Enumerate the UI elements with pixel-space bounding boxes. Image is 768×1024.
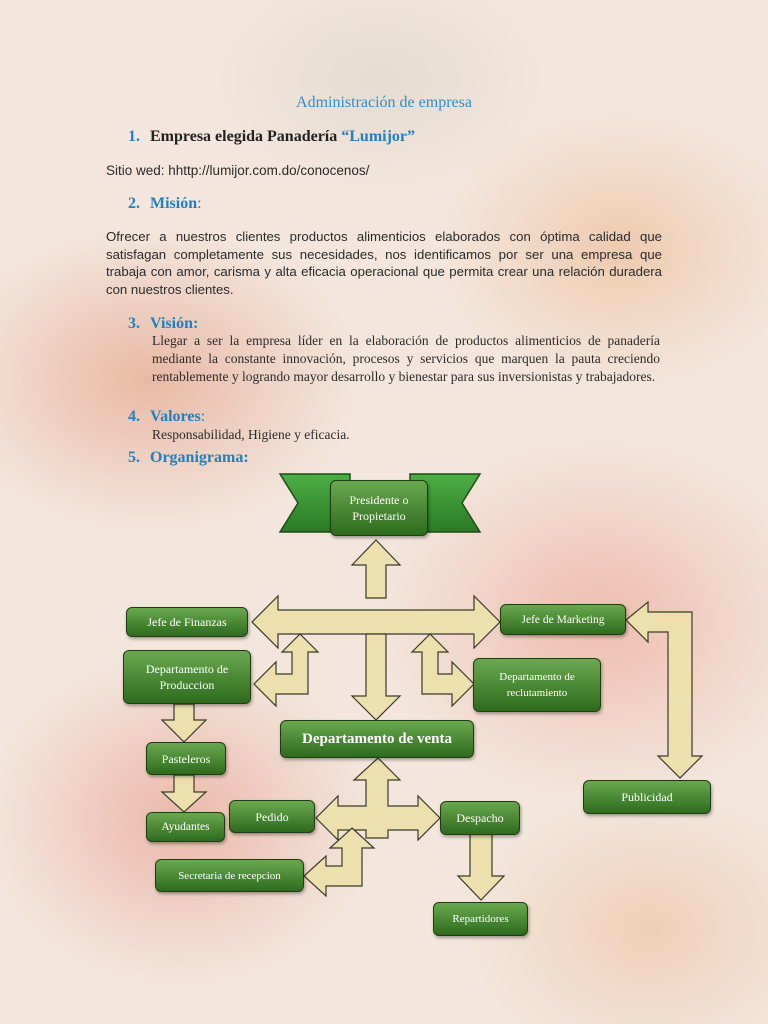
section-2-number: 2. [128,195,140,212]
node-jefe-marketing: Jefe de Marketing [500,604,626,635]
section-4-number: 4. [128,408,140,425]
website-line: Sitio wed: hhttp://lumijor.com.do/conocenos/ [106,163,370,178]
section-3-number: 3. [128,315,140,332]
arrow-pasteleros-ayudantes [162,775,206,812]
section-1-number: 1. [128,128,140,145]
vision-text: Llegar a ser la empresa líder en la elaboración de productos alimenticios de panadería mediante la constante innovación, procesos y servicios que marquen la pauta creciendo rentablemente y logrando mayor desarrollo y bienestar para sus inversionistas y trabajadores. [152,333,660,384]
arrow-venta-cross [316,758,440,840]
arrow-down-venta [352,634,400,720]
section-1-label-bold: Panadería [267,128,342,145]
section-5-number: 5. [128,449,140,466]
node-dep-reclutamiento: Departamento de reclutamiento [473,658,601,712]
arrow-to-secretaria [304,828,374,896]
arrow-despacho-repartidores [458,834,504,900]
arrow-presidente-up [352,540,400,598]
arrow-produccion-pasteleros [162,704,206,742]
section-2-colon: : [197,195,202,212]
section-4-label: Valores [150,408,201,425]
section-5-label: Organigrama: [150,449,249,466]
node-dep-produccion: Departamento de Produccion [123,650,251,704]
arrow-to-reclutamiento [412,634,474,706]
section-2-label: Misión [150,195,198,212]
node-presidente: Presidente o Propietario [330,480,428,536]
valores-text: Responsabilidad, Higiene y eficacia. [152,427,350,442]
mision-text: Ofrecer a nuestros clientes productos alimenticios elaborados con óptima calidad que satisfagan completamente sus necesidades, nos identificamos por ser una empresa que trabaja con amor, carisma y alta eficacia operacional que permita crear una relación duradera con nuestros clientes. [106,229,662,297]
node-repartidores: Repartidores [433,902,528,936]
node-jefe-finanzas: Jefe de Finanzas [126,607,248,637]
node-pasteleros: Pasteleros [146,742,226,775]
section-4-colon: : [200,408,206,425]
node-despacho: Despacho [440,801,520,835]
arrow-to-produccion [254,634,318,706]
arrow-marketing-publicidad [626,602,702,778]
section-3-label: Visión: [150,315,199,332]
company-name: “Lumijor” [341,128,416,145]
node-dep-venta: Departamento de venta [280,720,474,758]
node-pedido: Pedido [229,800,315,833]
node-ayudantes: Ayudantes [146,812,225,842]
document-title: Administración de empresa [296,94,472,111]
node-secretaria: Secretaria de recepcion [155,859,304,892]
node-publicidad: Publicidad [583,780,711,814]
section-1-label: Empresa elegida [150,128,268,145]
